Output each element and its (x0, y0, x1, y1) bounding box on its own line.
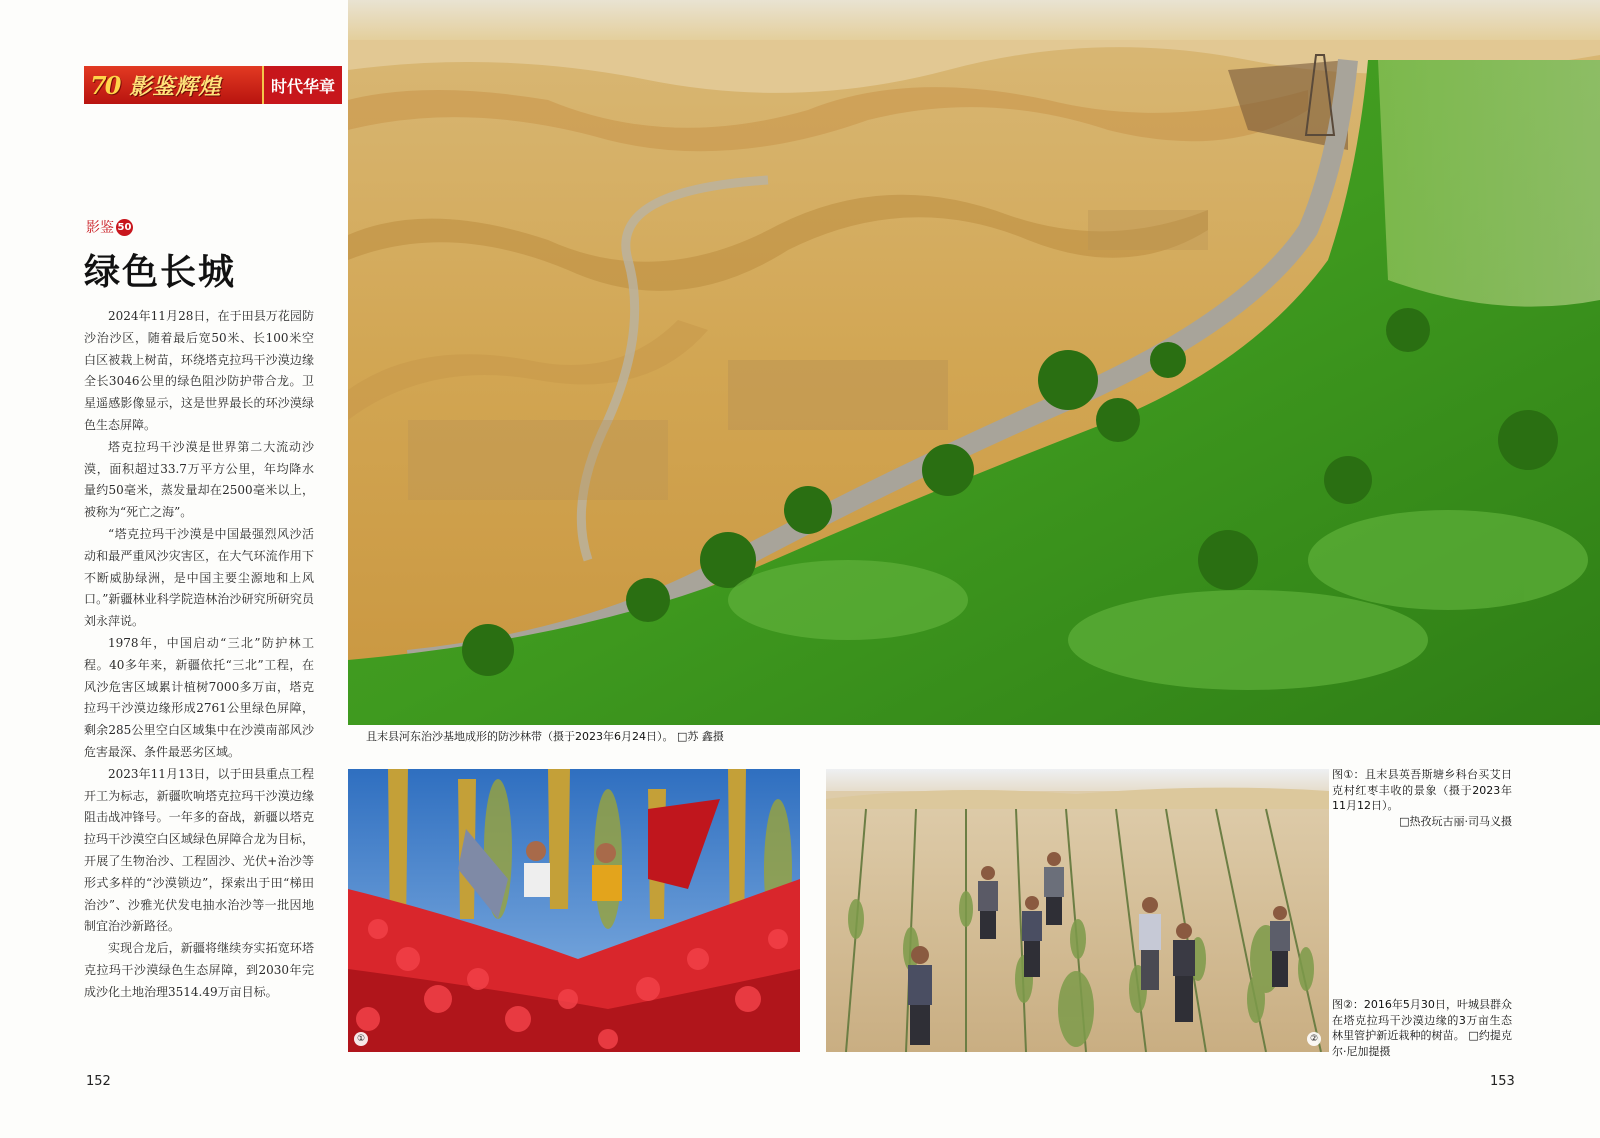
photo-2-caption (1332, 997, 1512, 1059)
section-label-text: 影鉴 (86, 220, 114, 236)
article-body (84, 306, 314, 1004)
column-banner (84, 66, 342, 104)
column-name: 影鉴辉煌 (129, 73, 222, 100)
article-paragraph: 1978年，中国启动“三北”防护林工程。40多年来，新疆依托“三北”工程，在风沙危害区域累计植树7000多万亩，塔克拉玛干沙漠边缘形成2761公里绿色屏障，剩余285公里空白区域集中在沙漠南部风沙危害最深、条件最恶劣区域。 (84, 635, 314, 759)
section-number: 50 (116, 219, 133, 236)
main-photo-desert-greenbelt (348, 0, 1600, 725)
article-paragraph: “塔克拉玛干沙漠是中国最强烈风沙活动和最严重风沙灾害区，在大气环流作用下不断威胁绿洲，是中国主要尘源地和上风口。”新疆林业科学院造林治沙研究所研究员刘永萍说。 (84, 526, 314, 629)
photo-1-caption (1332, 767, 1512, 829)
article-paragraph: 2023年11月13日，以于田县重点工程开工为标志，新疆吹响塔克拉玛干沙漠边缘阻击战冲锋号。一年多的奋战，新疆以塔克拉玛干沙漠空白区域绿色屏障合龙为目标，开展了生物治沙、工程固沙、光伏+治沙等形式多样的“沙漠锁边”，探索出于田“梯田治沙”、沙雅光伏发电抽水治沙等一批因地制宜治沙新路径。 (84, 766, 314, 934)
photo-1-badge: ① (354, 1032, 368, 1046)
page-number-left: 152 (86, 1074, 111, 1089)
photo-1-caption-text: 图①：且末县英吾斯塘乡科台买艾日克村红枣丰收的景象（摄于2023年11月12日）。 (1332, 768, 1512, 812)
photo-2-credit: □约提克尔·尼加提摄 (1332, 1029, 1513, 1058)
photo-2-caption-text: 图②：2016年5月30日，叶城县群众在塔克拉玛干沙漠边缘的3万亩生态林里管护新近栽种的树苗。 (1332, 998, 1512, 1042)
banner-logo (84, 66, 262, 104)
photo-red-dates-harvest (348, 769, 800, 1052)
page-number-right: 153 (1490, 1074, 1515, 1089)
photo-tree-planting (826, 769, 1329, 1052)
anniversary-mark: 70 (90, 70, 120, 100)
article-paragraph: 2024年11月28日，在于田县万花园防沙治沙区，随着最后宽50米、长100米空白区被栽上树苗，环绕塔克拉玛干沙漠边缘全长3046公里的绿色阻沙防护带合龙。卫星遥感影像显示，这是世界最长的环沙漠绿色生态屏障。 (84, 309, 314, 432)
column-subtitle: 时代华章 (262, 66, 342, 104)
article-paragraph: 塔克拉玛干沙漠是世界第二大流动沙漠，面积超过33.7万平方公里，年均降水量约50毫米，蒸发量却在2500毫米以上，被称为“死亡之海”。 (84, 439, 314, 520)
photo-2-badge: ② (1307, 1032, 1321, 1046)
article-paragraph: 实现合龙后，新疆将继续夯实拓宽环塔克拉玛干沙漠绿色生态屏障，到2030年完成沙化土地治理3514.49万亩目标。 (84, 941, 314, 999)
section-label (86, 217, 133, 237)
page-title: 绿色长城 (84, 252, 237, 293)
photo-1-credit: □热孜玩古丽·司马义摄 (1399, 814, 1512, 828)
main-photo-caption: 且末县河东治沙基地成形的防沙林带（摄于2023年6月24日）。 □苏 鑫摄 (366, 730, 724, 743)
